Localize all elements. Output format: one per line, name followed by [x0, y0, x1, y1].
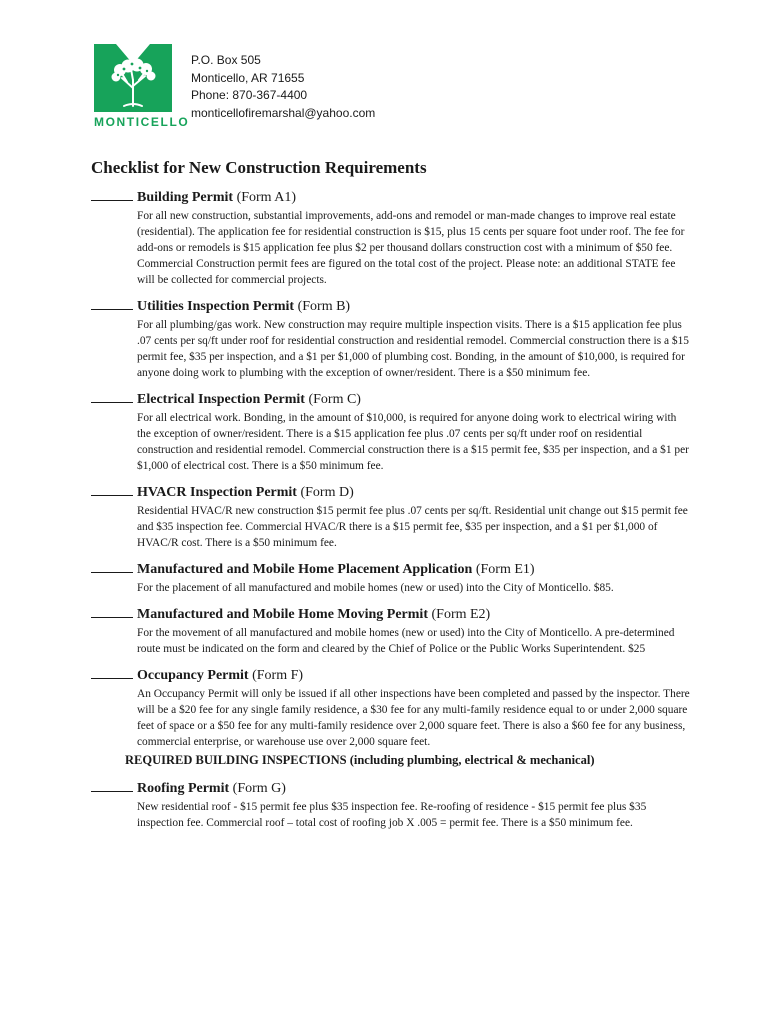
- checklist-item-hvacr-permit: [91, 483, 691, 551]
- item-name: Manufactured and Mobile Home Moving Permit: [137, 607, 428, 622]
- checklist: [91, 188, 691, 840]
- item-form: (Form E2): [431, 607, 491, 622]
- checklist-item-mobile-home-placement: [91, 560, 691, 596]
- item-name: Utilities Inspection Permit: [137, 299, 295, 314]
- tree-logo-icon: [94, 44, 172, 112]
- item-form: (Form C): [308, 392, 361, 407]
- item-name: Manufactured and Mobile Home Placement Application: [137, 562, 473, 577]
- item-name: Roofing Permit: [137, 781, 230, 796]
- item-name: Building Permit: [137, 190, 234, 205]
- checkbox-blank[interactable]: [91, 605, 133, 618]
- contact-block: [191, 52, 375, 122]
- item-description: An Occupancy Permit will only be issued if all other inspections have been completed and passed by the inspector. There will be a $20 fee for any single family residence, a $30 fee for any multi-family residence equal to or under 2,000 square feet of space or a $50 fee for any multi-family residence over 2,000 square feet. There is also a $60 fee for any business, commercial enterprise, or warehouse use over 2,000 square feet.: [137, 688, 690, 748]
- item-name: Electrical Inspection Permit: [137, 392, 305, 407]
- checklist-item-building-permit: [91, 188, 691, 288]
- checkbox-blank[interactable]: [91, 779, 133, 792]
- item-name: HVACR Inspection Permit: [137, 485, 297, 500]
- city-state-zip: Monticello, AR 71655: [191, 70, 305, 85]
- item-description: Residential HVAC/R new construction $15 permit fee plus .07 cents per sq/ft. Residential unit change out $15 permit fee and $35 inspection fee. Commercial HVAC/R there is a $15 permit fee, $35 per inspection, and a $1 per $1,000 of HVAC/R cost. There is a $50 minimum fee.: [137, 505, 688, 549]
- logo-wordmark: MONTICELLO: [94, 115, 190, 129]
- item-form: (Form A1): [236, 190, 297, 205]
- checkbox-blank[interactable]: [91, 390, 133, 403]
- item-description: For all plumbing/gas work. New construction may require multiple inspection visits. There is a $15 application fee plus .07 cents per sq/ft under roof for residential construction and residential remodel. Commercial construction there is a $15 permit fee, $35 per inspection, and a $1 per $1,000 of plumbing cost. Bonding, in the amount of $10,000, is required for anyone doing work to plumbing with the exception of owner/resident. There is a $50 minimum fee.: [137, 319, 689, 379]
- item-form: (Form G): [232, 781, 286, 796]
- checklist-item-electrical-permit: [91, 390, 691, 474]
- checkbox-blank[interactable]: [91, 188, 133, 201]
- checkbox-blank[interactable]: [91, 297, 133, 310]
- checkbox-blank[interactable]: [91, 483, 133, 496]
- item-form: (Form B): [297, 299, 351, 314]
- item-description: New residential roof - $15 permit fee plus $35 inspection fee. Re-roofing of residence - $15 permit fee plus $35 inspection fee. Commercial roof – total cost of roofing job X .005 = permit fee. There is a $50 minimum fee.: [137, 801, 647, 829]
- checklist-item-roofing-permit: [91, 779, 691, 831]
- checkbox-blank[interactable]: [91, 666, 133, 679]
- monticello-logo: [94, 44, 190, 129]
- po-box: P.O. Box 505: [191, 53, 261, 67]
- checklist-item-occupancy-permit: [91, 666, 691, 750]
- item-description: For the placement of all manufactured and mobile homes (new or used) into the City of Monticello. $85.: [137, 582, 614, 594]
- item-form: (Form E1): [475, 562, 535, 577]
- item-form: (Form D): [300, 485, 354, 500]
- item-name: Occupancy Permit: [137, 668, 249, 683]
- page-title: Checklist for New Construction Requirements: [91, 158, 427, 177]
- required-inspections-notice: REQUIRED BUILDING INSPECTIONS (including plumbing, electrical & mechanical): [125, 753, 595, 767]
- item-description: For all electrical work. Bonding, in the amount of $10,000, is required for anyone doing work to electrical wiring with the exception of owner/resident. There is a $15 application fee plus .07 cents per sq/ft under roof on residential construction and residential remodel. Commercial construction there is a $15 permit fee, $35 per inspection, and a $1 per $1,000 of electrical cost. There is a $50 minimum fee.: [137, 412, 689, 472]
- item-description: For all new construction, substantial improvements, add-ons and remodel or man-made changes to improve real estate (residential). The application fee for residential construction is $15, plus 15 cents per square foot under roof. The fee for add-ons or remodels is $15 application fee plus $2 per thousand dollars construction cost with a minimum of $50 fee. Commercial Construction permit fees are figured on the total cost of the project. Please note: an additional STATE fee will be collected for commercial projects.: [137, 210, 685, 286]
- checklist-item-utilities-permit: [91, 297, 691, 381]
- item-description: For the movement of all manufactured and mobile homes (new or used) into the City of Monticello. A pre-determined route must be indicated on the form and cleared by the Chief of Police or the Public Works Superintendent. $25: [137, 627, 675, 655]
- checklist-item-mobile-home-moving: [91, 605, 691, 657]
- item-form: (Form F): [252, 668, 304, 683]
- checkbox-blank[interactable]: [91, 560, 133, 573]
- email: monticellofiremarshal@yahoo.com: [191, 105, 376, 120]
- phone: Phone: 870-367-4400: [191, 88, 308, 102]
